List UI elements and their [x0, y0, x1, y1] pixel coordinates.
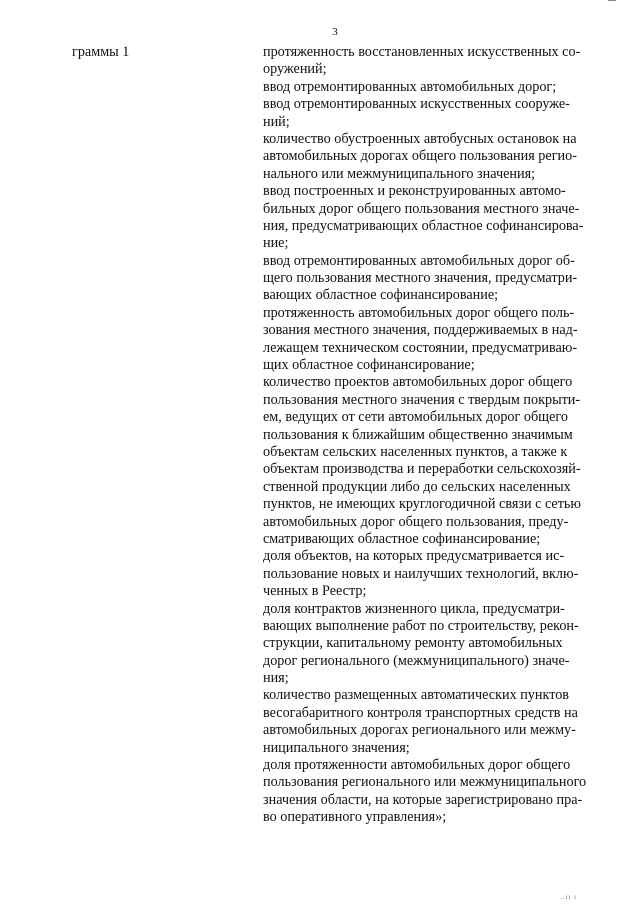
text-line: струкции, капитальному ремонту автомобильных [263, 635, 563, 652]
text-line: ввод отремонтированных искусственных сооруже- [263, 96, 570, 113]
text-line: пользование новых и наилучших технологий, вклю- [263, 565, 579, 582]
text-line: зования местного значения, поддерживаемых в над- [263, 322, 578, 339]
text-line: щего пользования местного значения, предусматри- [263, 270, 578, 287]
text-line: сматривающих областное софинансирование; [263, 530, 541, 547]
text-line: ввод отремонтированных автомобильных дорог; [263, 78, 557, 95]
text-line: оружений; [263, 61, 327, 78]
text-line: вающих выполнение работ по строительству, рекон- [263, 617, 579, 634]
text-line: автомобильных дорогах общего пользования регио- [263, 148, 577, 165]
text-line: количество размещенных автоматических пунктов [263, 687, 570, 704]
table-right-cell [263, 44, 608, 827]
text-line: доля протяженности автомобильных дорог общего [263, 757, 571, 774]
text-line: ниципального значения; [263, 739, 410, 756]
text-line: ния; [263, 670, 289, 687]
text-line: количество обустроенных автобусных остановок на [263, 130, 577, 147]
text-line: дорог регионального (межмуниципального) значе- [263, 652, 570, 669]
scan-bottom-mark: ..ıı ı [560, 893, 578, 901]
text-line: доля контрактов жизненного цикла, предусматри- [263, 600, 565, 617]
text-line: ввод отремонтированных автомобильных дорог об- [263, 252, 575, 269]
text-line: лежащем техническом состоянии, предусматриваю- [263, 339, 578, 356]
text-line: автомобильных дорог общего пользования, преду- [263, 513, 569, 530]
text-line: бильных дорог общего пользования местного значе- [263, 200, 580, 217]
text-line: ственной продукции либо до сельских населенных [263, 478, 571, 495]
text-line: автомобильных дорогах регионального или межму- [263, 722, 576, 739]
table-left-cell: граммы 1 [72, 44, 130, 60]
page-number: 3 [332, 26, 338, 38]
text-line: ем, ведущих от сети автомобильных дорог общего [263, 409, 568, 426]
text-line: во оперативного управления»; [263, 809, 447, 826]
text-line: пользования местного значения с твердым покрыти- [263, 391, 581, 408]
text-line: ний; [263, 113, 290, 130]
text-line: ввод построенных и реконструированных автомо- [263, 183, 566, 200]
text-line: пользования к ближайшим общественно значимым [263, 426, 573, 443]
text-line: объектам сельских населенных пунктов, а также к [263, 443, 568, 460]
text-line: ние; [263, 235, 289, 252]
text-line: вающих областное софинансирование; [263, 287, 499, 304]
text-line: пунктов, не имеющих круглогодичной связи с сетью [263, 496, 581, 513]
text-line: доля объектов, на которых предусматривается ис- [263, 548, 565, 565]
scan-corner-mark [608, 0, 616, 4]
text-line: ченных в Реестр; [263, 583, 367, 600]
text-line: значения области, на которые зарегистрировано пра- [263, 791, 583, 808]
text-line: щих областное софинансирование; [263, 357, 475, 374]
text-line: протяженность восстановленных искусственных со- [263, 44, 581, 60]
text-line: объектам производства и переработки сельскохозяй- [263, 461, 581, 478]
text-line: ния, предусматривающих областное софинансирова- [263, 217, 584, 234]
text-line: весогабаритного контроля транспортных средств на [263, 704, 578, 721]
text-line: пользования регионального или межмуниципального [263, 774, 587, 791]
text-line: количество проектов автомобильных дорог общего [263, 374, 573, 391]
text-line: протяженность автомобильных дорог общего поль- [263, 304, 575, 321]
text-line: нального или межмуниципального значения; [263, 165, 536, 182]
